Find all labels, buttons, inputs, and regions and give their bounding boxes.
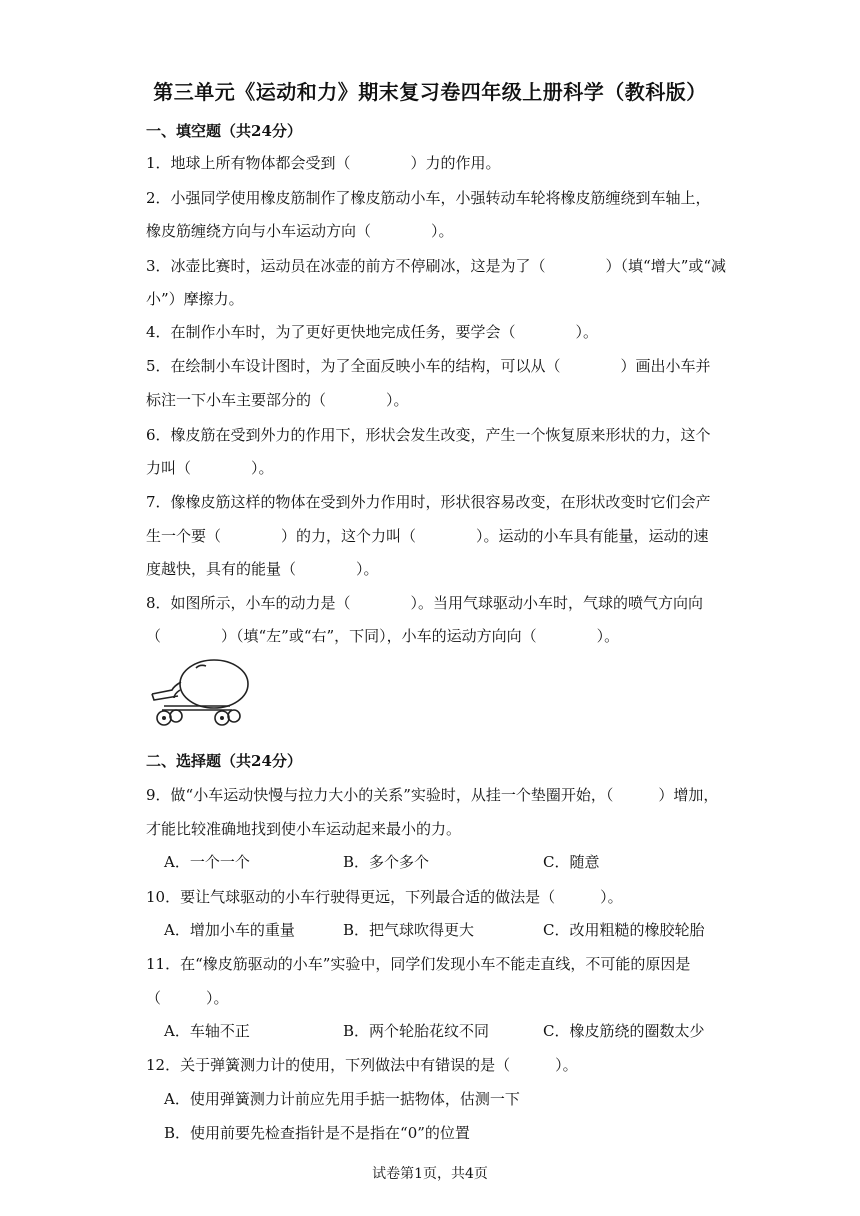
question-7-line-3: 度越快，具有的能量（ ）。 [146,560,379,578]
question-5-line-2: 标注一下小车主要部分的（ ）。 [146,391,409,409]
balloon-car-figure [144,656,256,728]
question-4: 4．在制作小车时，为了更好更快地完成任务，要学会（ ）。 [146,323,599,341]
question-9-option-c: C．随意 [543,853,600,871]
question-8-line-2: （ ）（填“左”或“右”，下同），小车的运动方向向（ ）。 [146,627,620,645]
question-3-line-1: 3．冰壶比赛时，运动员在冰壶的前方不停刷冰，这是为了（ ）（填“增大”或“减 [146,257,727,275]
question-7-line-1: 7．像橡皮筋这样的物体在受到外力作用时，形状很容易改变，在形状改变时它们会产 [146,493,711,511]
question-11-line-1: 11．在“橡皮筋驱动的小车”实验中，同学们发现小车不能走直线，不可能的原因是 [146,955,691,973]
page-title: 第三单元《运动和力》期末复习卷四年级上册科学（教科版） [153,80,707,104]
question-10-option-b: B．把气球吹得更大 [343,921,475,939]
question-8-line-1: 8．如图所示，小车的动力是（ ）。当用气球驱动小车时，气球的喷气方向向 [146,594,704,612]
question-2-line-1: 2．小强同学使用橡皮筋制作了橡皮筋动小车，小强转动车轮将橡皮筋缠绕到车轴上， [146,189,711,207]
question-11-option-b: B．两个轮胎花纹不同 [343,1022,490,1040]
question-5-line-1: 5．在绘制小车设计图时，为了全面反映小车的结构，可以从（ ）画出小车并 [146,357,711,375]
question-9-option-b: B．多个多个 [343,853,430,871]
question-11-option-a: A．车轴不正 [164,1022,250,1040]
question-3-line-2: 小”）摩擦力。 [146,290,244,308]
question-10-option-c: C．改用粗糙的橡胶轮胎 [543,921,705,939]
question-9-option-a: A．一个一个 [164,853,250,871]
page-footer: 试卷第1页，共4页 [372,1166,488,1182]
question-7-line-2: 生一个要（ ）的力，这个力叫（ ）。运动的小车具有能量，运动的速 [146,527,709,545]
section-heading-fill-blank: 一、填空题（共24分） [146,122,302,140]
question-11-line-2: （ ）。 [146,989,229,1007]
section-heading-multiple-choice: 二、选择题（共24分） [146,752,302,770]
question-6-line-1: 6．橡皮筋在受到外力的作用下，形状会发生改变，产生一个恢复原来形状的力，这个 [146,426,711,444]
question-11-option-c: C．橡皮筋绕的圈数太少 [543,1022,705,1040]
question-10-option-a: A．增加小车的重量 [164,921,295,939]
question-9-line-2: 才能比较准确地找到使小车运动起来最小的力。 [146,820,462,838]
question-1: 1．地球上所有物体都会受到（ ）力的作用。 [146,154,501,172]
question-10: 10．要让气球驱动的小车行驶得更远，下列最合适的做法是（ ）。 [146,888,623,906]
question-12-option-a: A．使用弹簧测力计前应先用手掂一掂物体，估测一下 [164,1090,520,1108]
question-12: 12．关于弹簧测力计的使用，下列做法中有错误的是（ ）。 [146,1056,578,1074]
question-2-line-2: 橡皮筋缠绕方向与小车运动方向（ ）。 [146,222,454,240]
question-9-line-1: 9．做“小车运动快慢与拉力大小的关系”实验时，从挂一个垫圈开始，（ ）增加， [146,786,719,804]
question-12-option-b: B．使用前要先检查指针是不是指在“0”的位置 [164,1124,470,1142]
question-6-line-2: 力叫（ ）。 [146,459,274,477]
